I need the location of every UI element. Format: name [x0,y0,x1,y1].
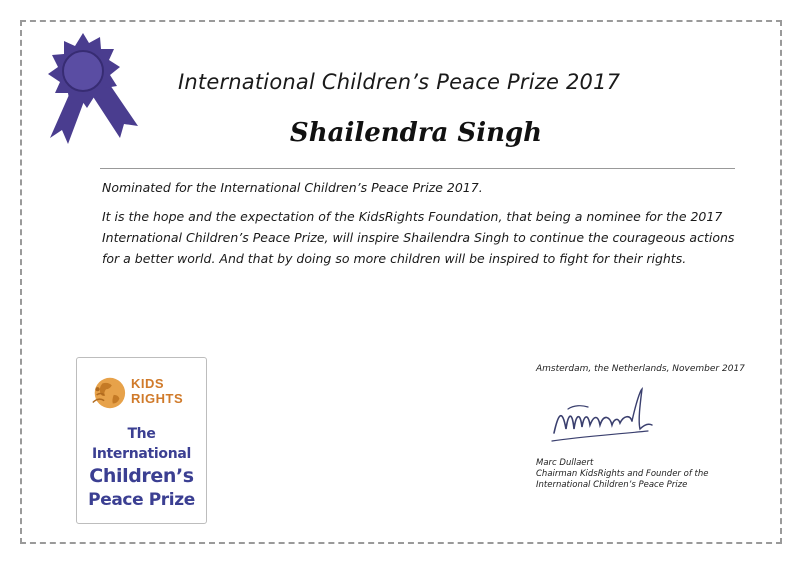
logo-text [77,424,206,512]
wordmark-line2: RIGHTS [131,391,184,406]
signer-info [536,458,756,491]
signer-title-1: Chairman KidsRights and Founder of the [536,469,709,479]
signer-title-2: International Children’s Peace Prize [536,480,688,490]
logo-line3: Peace Prize [88,490,195,510]
nomination-line: Nominated for the International Children’s Peace Prize 2017. [102,180,483,195]
place-date: Amsterdam, the Netherlands, November 2017 [536,364,745,374]
globe-icon [89,374,127,412]
logo-line1: The International [91,426,192,462]
kidsrights-wordmark [131,376,183,406]
logo-header [89,370,199,416]
signer-name: Marc Dullaert [536,458,594,468]
handwritten-signature [548,385,658,451]
logo-line2: Children’s [89,465,194,487]
kidsrights-logo [76,357,207,524]
wordmark-line1: KIDS [131,376,165,391]
divider [100,168,735,169]
certificate-title: International Children’s Peace Prize 2017 [178,70,621,94]
recipient-name: Shailendra Singh [289,118,543,148]
certificate-body: It is the hope and the expectation of the KidsRights Foundation, that being a nominee for the 2017 International Children’s Peace Prize, will inspire Shailendra Singh to continue the courageous actions for a better world. And that by doing so more children will be inspired to fight for their rights. [102,209,735,266]
